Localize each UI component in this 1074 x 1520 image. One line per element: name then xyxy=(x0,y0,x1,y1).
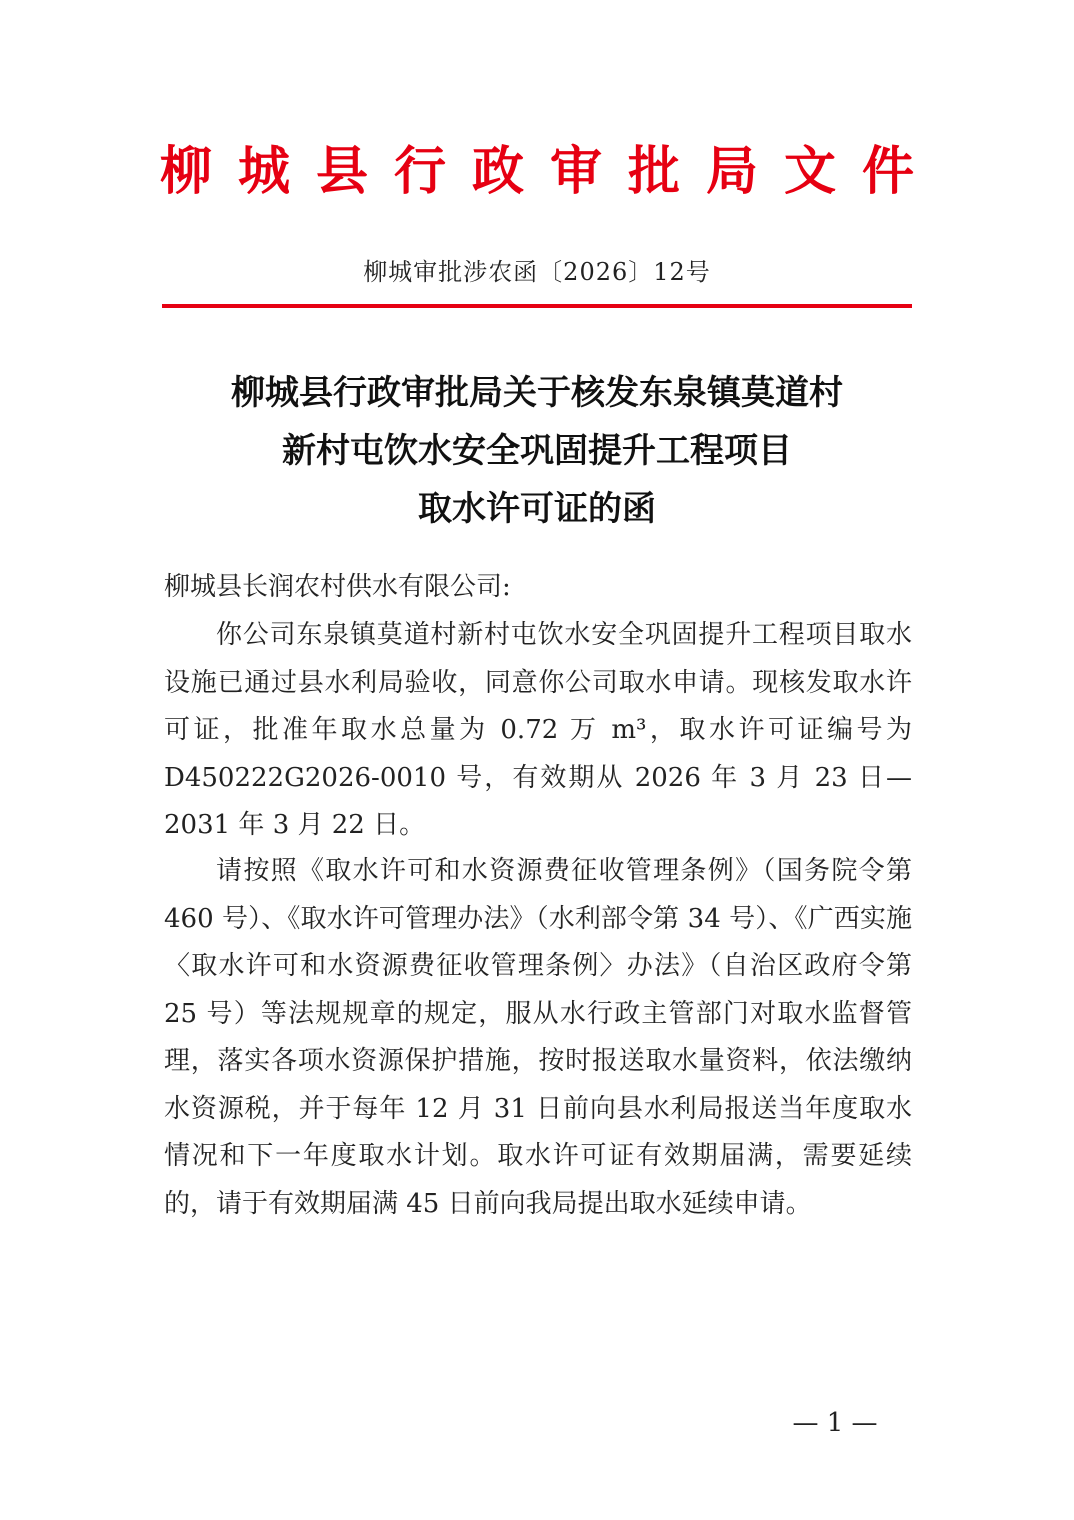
document-number: 柳城审批涉农函〔2026〕12号 xyxy=(363,258,711,286)
red-separator-line xyxy=(162,304,912,308)
body-paragraph-2: 请按照《取水许可和水资源费征收管理条例》（国务院令第 460 号）、《取水许可管理办法》（水利部令第 34 号）、《广西实施〈取水许可和水资源费征收管理条例〉办法》（自治区政府令第 25 号）等法规规章的规定，服从水行政主管部门对取水监督管理，落实各项水资源保护措施，按时报送取水量资料，依法缴纳水资源税，并于每年 12 月 31 日前向县水利局报送当年度取水情况和下一年度取水计划。取水许可证有效期届满，需要延续的，请于有效期届满 45 日前向我局提出取水延续申请。 xyxy=(164,856,912,1219)
body-paragraph-1: 你公司东泉镇莫道村新村屯饮水安全巩固提升工程项目取水设施已通过县水利局验收，同意你公司取水申请。现核发取水许可证，批准年取水总量为 0.72 万 m³，取水许可证编号为 D450222G2026-0010 号，有效期从 2026 年 3 月 23 日—2031 年 3 月 22 日。 xyxy=(164,620,912,840)
agency-header-title: 柳城县行政审批局文件 xyxy=(160,141,941,202)
recipient-salutation: 柳城县长润农村供水有限公司: xyxy=(164,572,511,602)
document-title-line-3: 取水许可证的函 xyxy=(418,489,656,529)
page-number: — 1 — xyxy=(792,1408,878,1438)
document-title-line-2: 新村屯饮水安全巩固提升工程项目 xyxy=(282,431,792,471)
document-title xyxy=(160,364,914,538)
document-title-line-1: 柳城县行政审批局关于核发东泉镇莫道村 xyxy=(231,373,843,413)
